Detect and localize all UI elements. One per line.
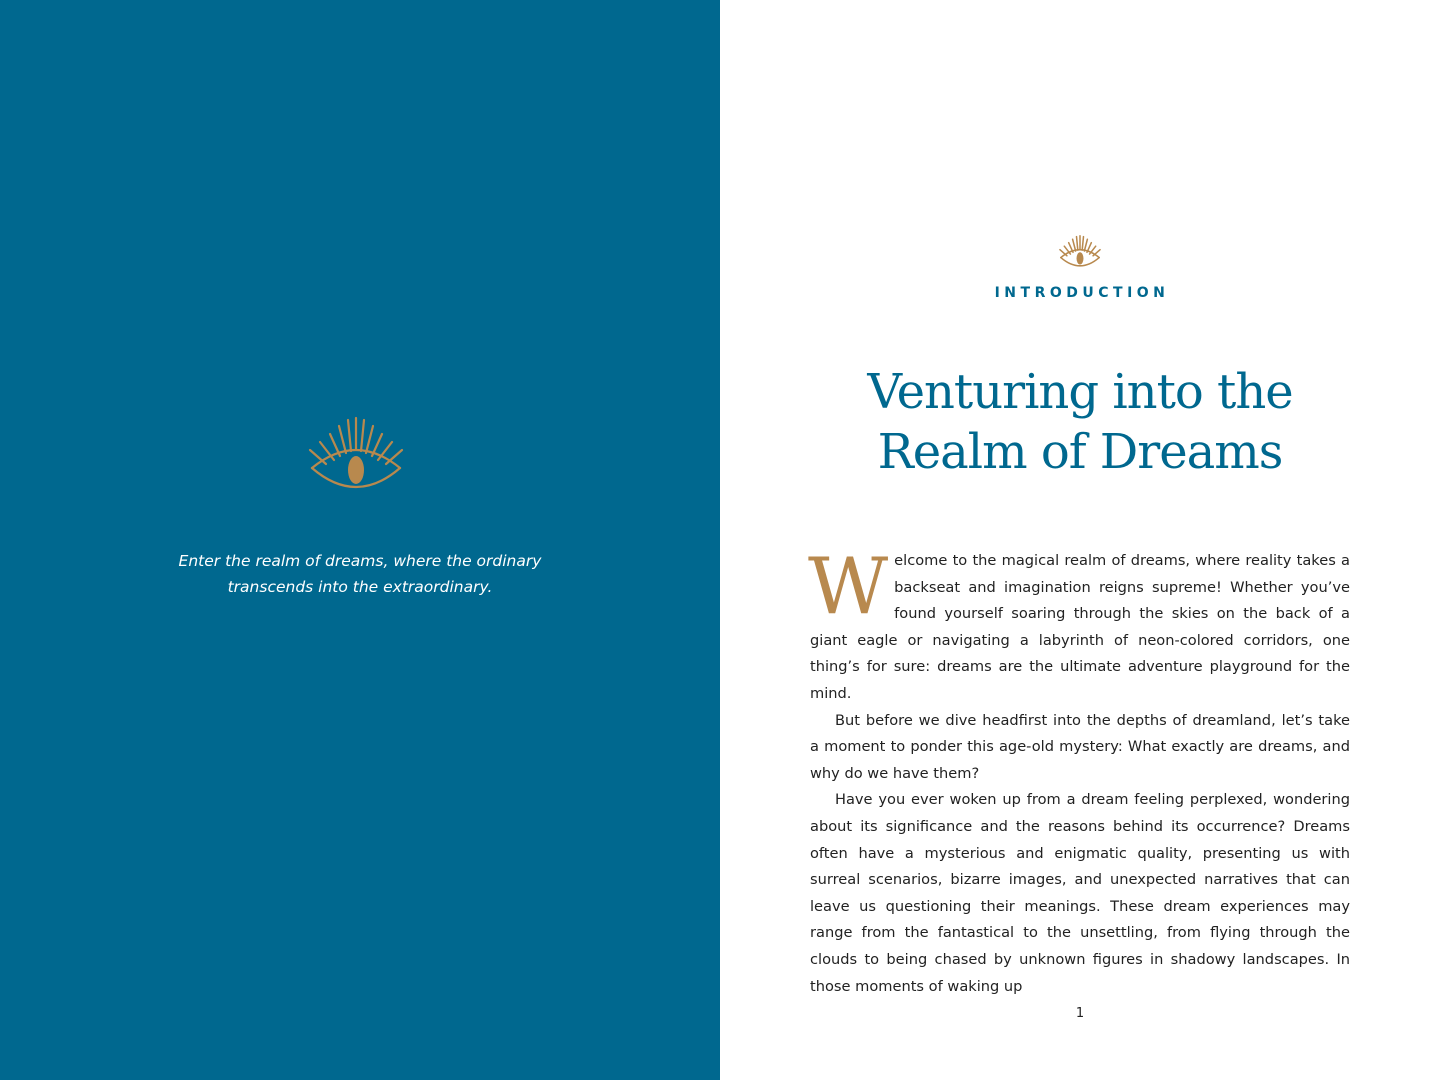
page-number: 1 xyxy=(1075,1006,1085,1021)
chapter-kicker: INTRODUCTION xyxy=(994,285,1170,301)
epigraph-line-2: transcends into the extraordinary. xyxy=(227,578,493,596)
epigraph xyxy=(140,548,580,600)
eye-icon xyxy=(1057,234,1103,268)
chapter-title-line-1: Venturing into the xyxy=(867,364,1293,420)
epigraph-line-1: Enter the realm of dreams, where the ordinary xyxy=(178,552,542,570)
paragraph xyxy=(808,542,1350,708)
right-page xyxy=(720,0,1440,1080)
paragraph: Have you ever woken up from a dream feeling perplexed, wondering about its significance and the reasons behind its occurrence? Dreams often have a mysterious and enigmatic quality, presenting us with surreal scenarios, bizarre images, and unexpected narratives that can leave us questioning their meanings. These dream experiences may range from the fantastical to the unsettling, from flying through the clouds to being chased by unknown figures in shadowy landscapes. In those moments of waking up xyxy=(810,791,1350,995)
paragraph: But before we dive headfirst into the depths of dreamland, let’s take a moment to ponder this age-old mystery: What exactly are dreams, and why do we have them? xyxy=(810,711,1350,782)
paragraph-text: elcome to the magical realm of dreams, where reality takes a backseat and imagination reigns supreme! Whether you’ve found yourself soaring through the skies on the back of a giant eagle or navigating a labyrinth of neon-colored corridors, one thing’s for sure: dreams are the ultimate adventure playground for the mind. xyxy=(810,552,1350,702)
eye-icon xyxy=(306,414,406,492)
body-text xyxy=(808,542,1350,1000)
chapter-title-line-2: Realm of Dreams xyxy=(877,424,1283,480)
drop-cap: W xyxy=(808,542,889,632)
chapter-title xyxy=(720,362,1440,482)
